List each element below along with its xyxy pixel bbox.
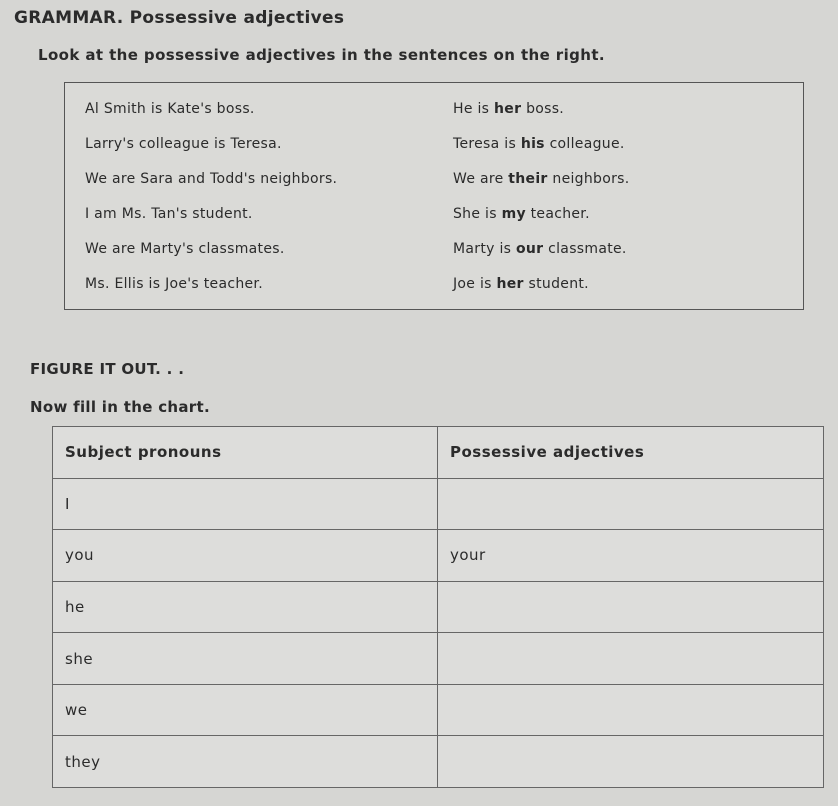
subject-cell: she [53,633,438,685]
example-row [65,206,803,240]
example-rewrite: He is her boss. [453,101,565,117]
page-heading: GRAMMAR. Possessive adjectives [14,8,345,28]
possessive-adjective: their [508,171,548,187]
possessive-adjective: his [520,136,545,152]
example-original: Al Smith is Kate's boss. [85,101,255,117]
chart-header-row [53,427,824,479]
example-sentences-box [64,82,804,310]
possessive-answer-cell[interactable]: your [438,530,824,582]
possessive-adjective: her [494,101,522,117]
possessive-answer-cell[interactable] [438,736,824,788]
example-original: We are Marty's classmates. [85,241,285,257]
figure-it-out-heading: FIGURE IT OUT. . . [30,360,185,378]
pronoun-chart [52,426,824,788]
possessive-answer-cell[interactable] [438,581,824,633]
example-rewrite: We are their neighbors. [453,171,630,187]
subject-cell: he [53,581,438,633]
example-original: Ms. Ellis is Joe's teacher. [85,276,263,292]
example-row [65,101,803,135]
table-row [53,684,824,736]
column-header-subject: Subject pronouns [53,427,438,479]
subject-cell: we [53,684,438,736]
possessive-adjective: our [515,241,544,257]
column-header-possessive: Possessive adjectives [438,427,824,479]
table-row [53,530,824,582]
example-original: We are Sara and Todd's neighbors. [85,171,338,187]
subject-cell: I [53,478,438,530]
example-rewrite: Marty is our classmate. [453,241,627,257]
possessive-adjective: her [496,276,524,292]
example-row [65,171,803,205]
table-row [53,478,824,530]
table-row [53,581,824,633]
example-row [65,136,803,170]
subject-cell: you [53,530,438,582]
example-row [65,276,803,310]
fill-instruction: Now fill in the chart. [30,398,210,416]
example-original: I am Ms. Tan's student. [85,206,253,222]
possessive-answer-cell[interactable] [438,478,824,530]
example-rewrite: Joe is her student. [453,276,589,292]
possessive-answer-cell[interactable] [438,684,824,736]
example-rewrite: Teresa is his colleague. [453,136,625,152]
example-original: Larry's colleague is Teresa. [85,136,282,152]
table-row [53,633,824,685]
example-rewrite: She is my teacher. [453,206,590,222]
possessive-answer-cell[interactable] [438,633,824,685]
subject-cell: they [53,736,438,788]
example-row [65,241,803,275]
instruction-text: Look at the possessive adjectives in the sentences on the right. [38,46,606,64]
possessive-adjective: my [501,206,526,222]
table-row [53,736,824,788]
